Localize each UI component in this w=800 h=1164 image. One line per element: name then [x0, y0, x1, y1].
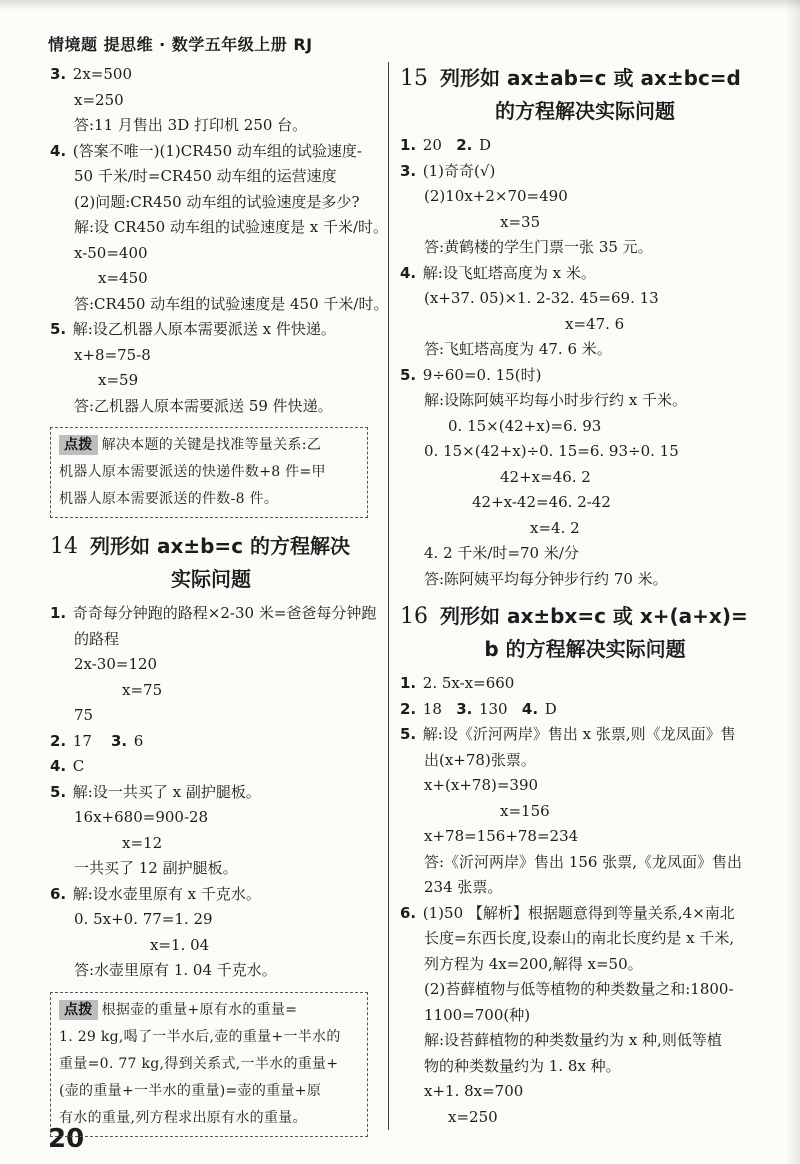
- hint-text: 有水的重量,列方程求出原有水的重量。: [59, 1109, 307, 1126]
- answer-text: 9÷60=0. 15(时): [422, 365, 542, 384]
- section-number: 16: [400, 604, 428, 629]
- s15-answer-3: [400, 159, 770, 261]
- hint-text: 1. 29 kg,喝了一半水后,壶的重量+一半水的: [59, 1028, 341, 1045]
- equation: x+1. 8x=700: [424, 1082, 524, 1100]
- answer-number: 5.: [50, 782, 67, 801]
- answer-number: 6.: [50, 884, 67, 903]
- equation-step: 42+x=46. 2: [500, 467, 591, 486]
- section-title: 列形如 ax±b=c 的方程解决: [90, 534, 351, 558]
- answer-number: 4.: [400, 263, 417, 282]
- answer-number: 3.: [456, 699, 473, 718]
- equation-solution: x=47. 6: [565, 314, 625, 333]
- equation: 0. 5x+0. 77=1. 29: [74, 910, 213, 928]
- answer-text: 出(x+78)张票。: [424, 750, 536, 769]
- s14-answer-6: [50, 882, 372, 984]
- section-title: 列形如 ax±bx=c 或 x+(a+x)=: [440, 604, 748, 628]
- section-15-heading: [400, 62, 770, 127]
- equation: (2)10x+2×70=490: [424, 187, 568, 205]
- answer-number: 3.: [400, 161, 417, 180]
- equation-solution: x=450: [98, 269, 148, 287]
- s16-answer-6: [400, 901, 770, 1131]
- equation-solution: x=35: [500, 212, 541, 231]
- page-number: 20: [48, 1124, 85, 1154]
- answer-number: 5.: [400, 365, 417, 384]
- equation-solution: x=250: [74, 90, 124, 109]
- answer-number: 4.: [50, 757, 67, 775]
- answer-number: 2.: [50, 731, 67, 750]
- s16-answer-1: [400, 671, 770, 697]
- equation: 0. 15×(42+x)=6. 93: [448, 416, 602, 435]
- s15-answer-5: [400, 363, 770, 593]
- hint-box: [50, 992, 368, 1137]
- section-number: 14: [50, 534, 78, 559]
- answer-3: [50, 62, 372, 139]
- hint-label: 点拨: [59, 1000, 98, 1020]
- section-title-cont: b 的方程解决实际问题: [484, 637, 686, 661]
- section-number: 15: [400, 66, 428, 91]
- answer-value: C: [72, 757, 85, 775]
- answer-statement: 答:乙机器人原本需要派送 59 件快递。: [74, 396, 333, 415]
- answer-statement: 答:11 月售出 3D 打印机 250 台。: [74, 116, 308, 134]
- answer-value: 2. 5x-x=660: [422, 674, 515, 692]
- page-top-shadow: [0, 0, 800, 10]
- answer-number: 4.: [521, 699, 539, 718]
- s14-answer-4: [50, 754, 372, 780]
- answer-value: 75: [74, 706, 94, 724]
- equation-solution: x=156: [500, 801, 550, 820]
- hint-text: 机器人原本需要派送的件数-8 件。: [59, 491, 279, 507]
- answer-text: 解:设陈阿姨平均每小时步行约 x 千米。: [424, 391, 688, 409]
- answer-text: 解:设水壶里原有 x 千克水。: [72, 884, 261, 903]
- answer-text: 解:设乙机器人原本需要派送 x 件快递。: [72, 320, 336, 338]
- answer-statement: 答:《沂河两岸》售出 156 张票,《龙凤面》售出: [424, 852, 742, 871]
- answer-text: 长度=东西长度,设泰山的南北长度约是 x 千米,: [424, 929, 735, 947]
- answer-text: (答案不唯一)(1)CR450 动车组的试验速度-: [72, 141, 362, 160]
- equation: 2x-30=120: [74, 655, 158, 673]
- s15-answers-1-2: [400, 133, 770, 159]
- answer-value: D: [478, 136, 491, 154]
- answer-text: 4. 2 千米/时=70 米/分: [424, 544, 579, 562]
- answer-text: (2)苔藓植物与低等植物的种类数量之和:1800-: [424, 980, 734, 998]
- answer-number: 1.: [400, 674, 417, 692]
- s14-answers-2-3: [50, 729, 372, 755]
- answer-text: 奇奇每分钟跑的路程×2-30 米=爸爸每分钟跑: [72, 604, 377, 622]
- s16-answers-2-4: [400, 697, 770, 723]
- answer-value: 6: [133, 731, 144, 750]
- equation-step: x+78=156+78=234: [424, 827, 579, 845]
- page-header: 情境题 提思维 · 数学五年级上册 RJ: [48, 35, 313, 54]
- equation-step: 0. 15×(42+x)÷0. 15=6. 93÷0. 15: [424, 442, 679, 460]
- answer-text: 解:设苔藓植物的种类数量约为 x 种,则低等植: [424, 1031, 722, 1049]
- answer-value: 20: [422, 136, 442, 154]
- hint-text: (壶的重量+一半水的重量)=壶的重量+原: [59, 1082, 322, 1099]
- answer-statement: 答:黄鹤楼的学生门票一张 35 元。: [424, 238, 653, 256]
- s14-answer-1: [50, 601, 377, 729]
- answer-number: 4.: [50, 141, 67, 160]
- answer-number: 2.: [456, 136, 473, 154]
- answer-4: [50, 139, 389, 318]
- answer-statement: 答:陈阿姨平均每分钟步行约 70 米。: [424, 569, 668, 588]
- hint-text: 机器人原本需要派送的快递件数+8 件=甲: [59, 464, 326, 480]
- hint-text: 重量=0. 77 kg,得到关系式,一半水的重量+: [59, 1055, 339, 1072]
- equation: (x+37. 05)×1. 2-32. 45=69. 13: [424, 289, 659, 307]
- hint-text: 解决本题的关键是找准等量关系:乙: [101, 437, 322, 453]
- equation-solution: x=4. 2: [530, 518, 580, 537]
- answer-number: 1.: [400, 136, 417, 154]
- answer-statement: 答:飞虹塔高度为 47. 6 米。: [424, 340, 612, 358]
- equation: x+(x+78)=390: [424, 776, 539, 794]
- answer-number: 5.: [400, 725, 417, 743]
- equation: 16x+680=900-28: [74, 808, 209, 826]
- column-divider: [388, 62, 389, 1130]
- equation: 2x=500: [72, 65, 132, 83]
- answer-text: 50 千米/时=CR450 动车组的运营速度: [74, 167, 337, 185]
- section-title: 列形如 ax±ab=c 或 ax±bc=d: [440, 66, 741, 90]
- answer-text: 物的种类数量约为 1. 8x 种。: [424, 1056, 621, 1075]
- section-title-cont: 的方程解决实际问题: [495, 99, 675, 123]
- equation-step: 42+x-42=46. 2-42: [472, 493, 611, 511]
- answer-number: 5.: [50, 320, 67, 338]
- answer-text: 1100=700(种): [424, 1005, 531, 1024]
- answer-text: (2)问题:CR450 动车组的试验速度是多少?: [74, 192, 360, 211]
- answer-text: (1)50 【解析】根据题意得到等量关系,4×南北: [422, 903, 735, 922]
- page-edge-shadow: [786, 0, 800, 1164]
- section-title-cont: 实际问题: [171, 567, 251, 591]
- s15-answer-4: [400, 261, 770, 363]
- equation-solution: x=12: [122, 833, 163, 852]
- answer-number: 1.: [50, 604, 67, 622]
- answer-value: 18: [422, 699, 442, 718]
- answer-statement: 一共买了 12 副护腿板。: [74, 859, 238, 877]
- right-column: [400, 62, 770, 1130]
- hint-label: 点拨: [59, 435, 98, 455]
- answer-text: 解:设飞虹塔高度为 x 米。: [422, 263, 596, 282]
- answer-number: 2.: [400, 699, 417, 718]
- answer-number: 6.: [400, 903, 417, 922]
- answer-value: 17: [72, 731, 92, 750]
- section-16-heading: [400, 600, 770, 665]
- answer-number: 3.: [110, 731, 128, 750]
- hint-text: 根据壶的重量+原有水的重量=: [101, 1001, 298, 1018]
- answer-value: 130: [478, 699, 508, 718]
- answer-text: (1)奇奇(√): [422, 161, 496, 180]
- section-14-heading: [50, 530, 372, 595]
- answer-statement: 答:CR450 动车组的试验速度是 450 千米/时。: [74, 294, 389, 313]
- answer-5: [50, 317, 372, 419]
- s16-answer-5: [400, 722, 770, 901]
- left-column: [50, 62, 389, 1149]
- answer-value: D: [544, 699, 557, 718]
- answer-statement: 答:水壶里原有 1. 04 千克水。: [74, 961, 277, 979]
- answer-text: 解:设《沂河两岸》售出 x 张票,则《龙凤面》售: [422, 725, 736, 743]
- equation-solution: x=250: [448, 1107, 498, 1126]
- equation-solution: x=75: [122, 680, 163, 699]
- answer-text: 的路程: [74, 629, 120, 648]
- s14-answer-5: [50, 780, 372, 882]
- hint-box: [50, 427, 368, 518]
- equation-solution: x=59: [98, 371, 139, 389]
- equation-solution: x=1. 04: [150, 935, 210, 954]
- equation: x+8=75-8: [74, 345, 151, 364]
- answer-text: 解:设 CR450 动车组的试验速度是 x 千米/时。: [74, 218, 389, 236]
- answer-text: 列方程为 4x=200,解得 x=50。: [424, 954, 643, 973]
- equation: x-50=400: [74, 243, 148, 262]
- answer-text: 解:设一共买了 x 副护腿板。: [72, 782, 261, 801]
- answer-number: 3.: [50, 65, 67, 83]
- answer-statement: 234 张票。: [424, 878, 503, 896]
